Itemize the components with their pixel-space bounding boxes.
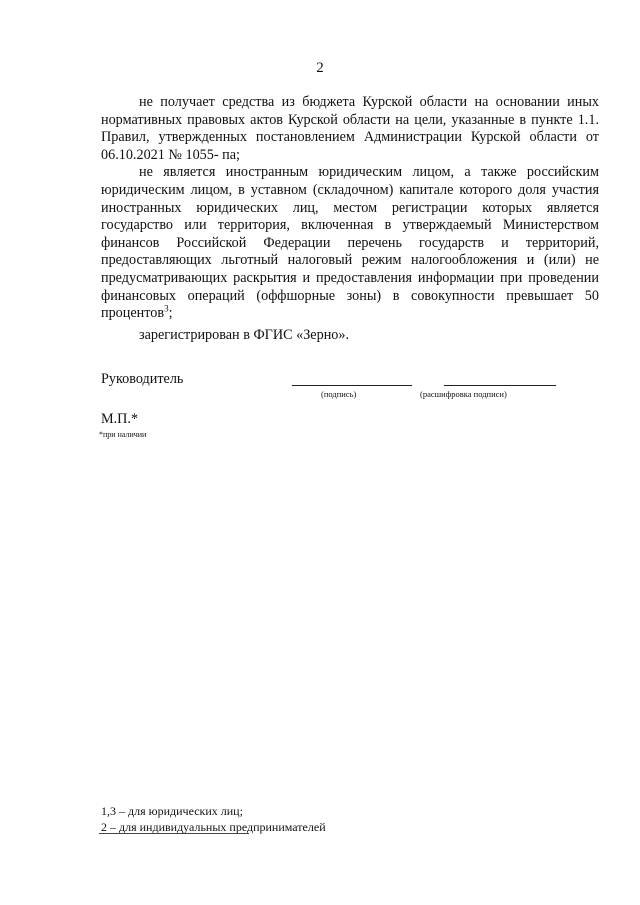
document-body [101,94,599,344]
paragraph-fgis-registration: зарегистрирован в ФГИС «Зерно». [139,326,350,343]
signature-decoding-line [444,385,556,386]
signature-decoding-caption: (расшифровка подписи) [420,389,507,399]
signer-title: Руководитель [101,371,184,387]
signature-line [292,385,412,386]
footnote-legal-entities: 1,3 – для юридических лиц; [101,804,243,818]
paragraph-foreign-entity [101,164,599,322]
paragraph-budget-funds: не получает средства из бюджета Курской области на основании иных нормативных правовых актов Курской области на цели, указанные в пункте 1.1. Правил, утвержденных постановлением Администрации Курской области от 06.10.2021 № 1055- па; [101,94,599,163]
signature-caption: (подпись) [321,389,357,399]
footnote-mark: 3 [164,303,169,314]
page-number: 2 [316,60,324,76]
footnote-entrepreneurs: 2 – для индивидуальных предпринимателей [101,820,326,834]
footnotes [101,803,326,835]
stamp-label: М.П.* [101,411,139,427]
footnote-divider [99,833,249,834]
paragraph-foreign-entity-text: не является иностранным юридическим лицом, а также российским юридическим лицом, в уставном (складочном) капитале которого доля участия иностранных юридических лиц, местом регистрации которых является государство или территория, включенная в утверждаемый Министерством финансов Российской Федерации перечень государств и территорий, предоставляющих льготный налоговый режим налогообложения и (или) не предусматривающих раскрытия и предоставления информации при проведении финансовых операций (оффшорные зоны) в совокупности превышает 50 процентов [101,164,599,322]
paragraph-foreign-entity-end: ; [168,305,173,322]
stamp-note: *при наличии [99,430,147,439]
